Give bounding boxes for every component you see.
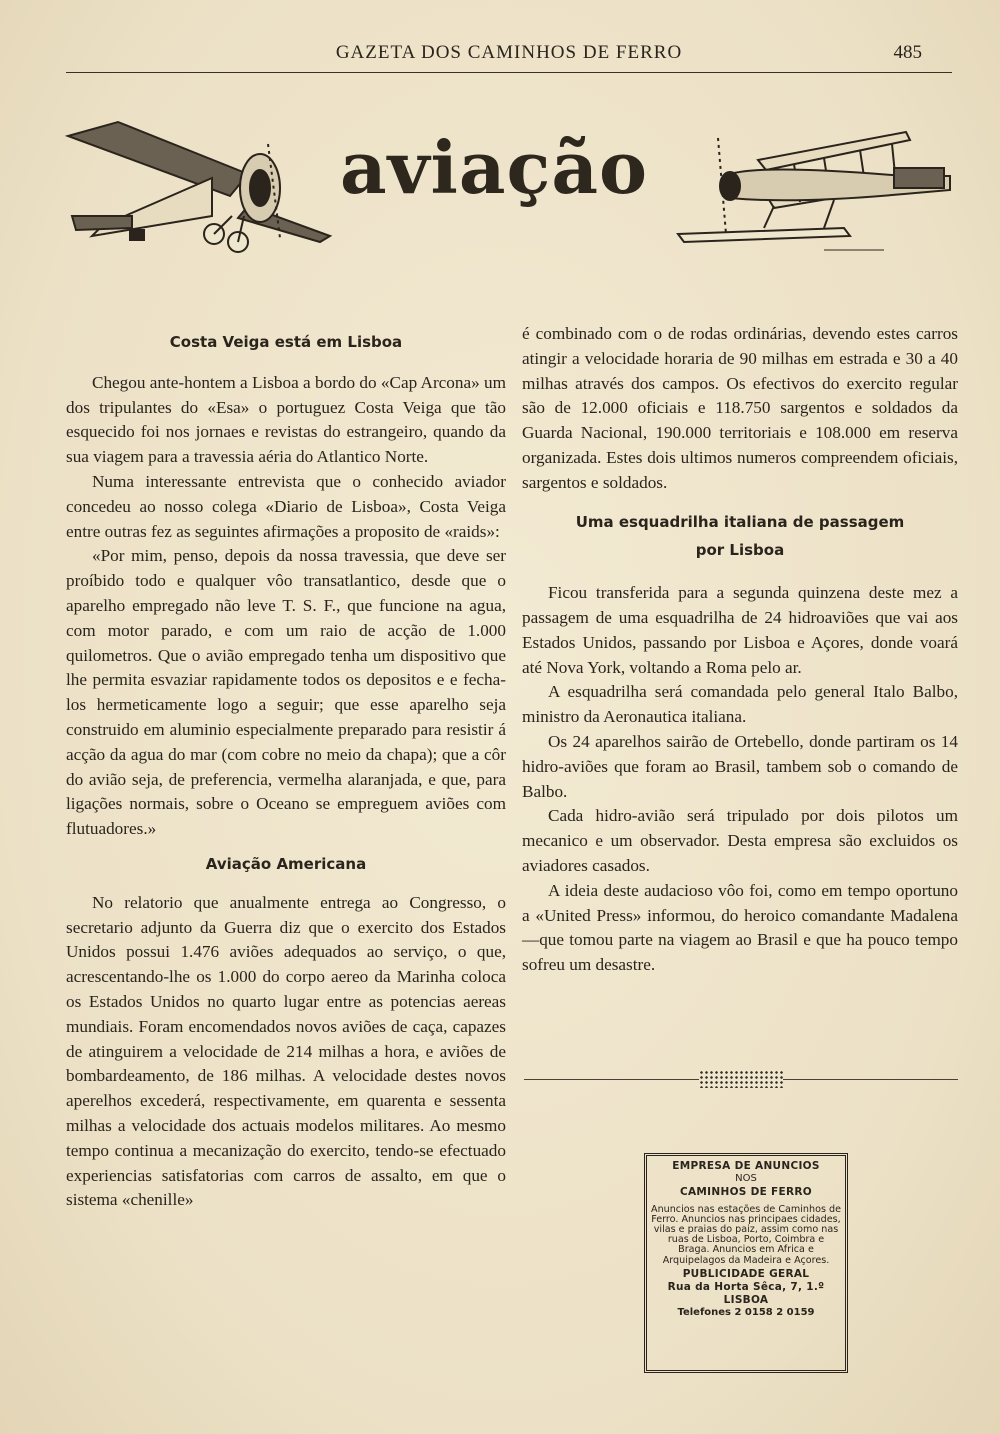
article-heading-aviacao-americana: Aviação Americana	[205, 854, 367, 873]
article-paragraph: A esquadrilha será comandada pelo general Italo Balbo, ministro da Aeronautica italiana.	[522, 682, 958, 727]
ad-phones: Telefones 2 0158 2 0159	[677, 1306, 815, 1318]
ad-description: Anuncios nas estações de Caminhos de Ferro. Anuncios nas principaes cidades, vilas e praias do paiz, assim como nas ruas de Lisboa, Porto, Coimbra e Braga. Anuncios em Africa e Arquipelagos da Madeira e Açores.	[651, 1203, 842, 1266]
running-header	[66, 40, 952, 73]
ad-publicity: PUBLICIDADE GERAL	[682, 1267, 810, 1280]
seaplane-icon	[674, 124, 956, 258]
article-paragraph: Cada hidro-avião será tripulado por dois pilotos um mecanico e um observador. Desta empresa são excluidos os aviadores casados.	[522, 806, 958, 875]
article-paragraph: é combinado com o de rodas ordinárias, devendo estes carros atingir a velocidade horaria de 90 milhas em estrada e 30 a 40 milhas através dos campos. Os efectivos do exercito regular são de 12.000 oficiais e 118.750 sargentos e soldados da Guarda Nacional, 190.000 territoriais e 108.000 em reserva organizada. Estes dois ultimos numeros compreendem oficiais, sargentos e soldados.	[522, 324, 958, 492]
article-paragraph: «Por mim, penso, depois da nossa travessia, que deve ser proíbido todo e qualquer vôo transatlantico, desde que o aparelho empregado não leve T. S. F., que funcione na agua, com motor parado, e com um raio de acção de 1.000 quilometros. Que o avião empregado tenha um dispositivo que lhe permita esvaziar rapidamente todos os depositos e e fecha-los hermeticamente logo a seguir; que esse aparelho seja construido em aluminio especialmente preparado para resistir á acção da agua do mar (com cobre no meio da chapa); que a côr do avião seja, de preferencia, vermelha alaranjada, e que, para ligações normais, sobre o Oceano se empreguem aviões com flutuadores.»	[66, 546, 506, 839]
divider-ornament	[699, 1070, 783, 1088]
running-title: GAZETA DOS CAMINHOS DE FERRO	[335, 42, 683, 63]
right-column	[522, 322, 958, 978]
ad-city: LISBOA	[723, 1293, 769, 1306]
article-paragraph: A ideia deste audacioso vôo foi, como em tempo oportuno a «United Press» informou, do heroico comandante Madalena—que tomou parte na viagem ao Brasil e que ha pouco tempo sofreu um desastre.	[522, 880, 958, 975]
article-paragraph: Ficou transferida para a segunda quinzena deste mez a passagem de uma esquadrilha de 24 hidroaviões que vai aos Estados Unidos, passando por Lisboa e Açores, donde voará até Nova York, voltando a Roma pelo ar.	[522, 583, 958, 677]
article-heading-costa-veiga: Costa Veiga está em Lisboa	[169, 333, 403, 351]
article-paragraph: Numa interessante entrevista que o conhecido aviador concedeu ao nosso colega «Diario de Lisboa», Costa Veiga entre outras fez as seguintes afirmações a proposito de «raids»:	[66, 471, 506, 541]
ad-company-name: EMPRESA DE ANUNCIOS	[672, 1160, 820, 1172]
banner-title: aviação	[339, 125, 648, 210]
article-paragraph: Os 24 aparelhos sairão de Ortebello, donde partiram os 14 hidro-aviões que foram ao Brasil, tambem sob o comando de Balbo.	[522, 731, 958, 801]
ad-address: Rua da Horta Sêca, 7, 1.º	[667, 1280, 825, 1293]
ad-subtitle: CAMINHOS DE FERRO	[680, 1185, 812, 1198]
monoplane-icon	[62, 118, 338, 258]
page-number: 485	[893, 42, 922, 63]
advertisement-box	[644, 1153, 848, 1373]
section-divider	[524, 1068, 958, 1090]
article-paragraph: Chegou ante-hontem a Lisboa a bordo do «Cap Arcona» um dos tripulantes do «Esa» o portuguez Costa Veiga que tão esquecido foi nos jornaes e revistas do estrangeiro, quando da sua viagem para a travessia aéria do Atlantico Norte.	[66, 372, 506, 467]
left-column	[66, 326, 506, 1213]
ad-connector: NOS	[735, 1173, 757, 1184]
article-paragraph: No relatorio que anualmente entrega ao Congresso, o secretario adjunto da Guerra diz que o exercito dos Estados Unidos possui 1.476 aviões adequados ao serviço, o que, acrescentando-lhe os 1.000 do corpo aereo da Marinha coloca os Estados Unidos no quarto lugar entre as potencias aereas mundiais. Foram encomendados novos aviões de caça, capazes de atinguirem a velocidade de 214 milhas a hora, e aviões de bombardeamento, de 186 milhas. A velocidade destes novos aperelhos excederá, respectivamente, em quarenta e sessenta milhas a velocidade dos actuais modelos militares. Ao mesmo tempo continua a mecanização do exercito, tendo-se efectuado experiencias satisfatorias com carros de assalto, em que o sistema «chenille»	[66, 892, 506, 1210]
article-heading-esquadrilha-line2: por Lisboa	[695, 541, 785, 560]
article-heading-esquadrilha-line1: Uma esquadrilha italiana de passagem	[575, 512, 905, 531]
